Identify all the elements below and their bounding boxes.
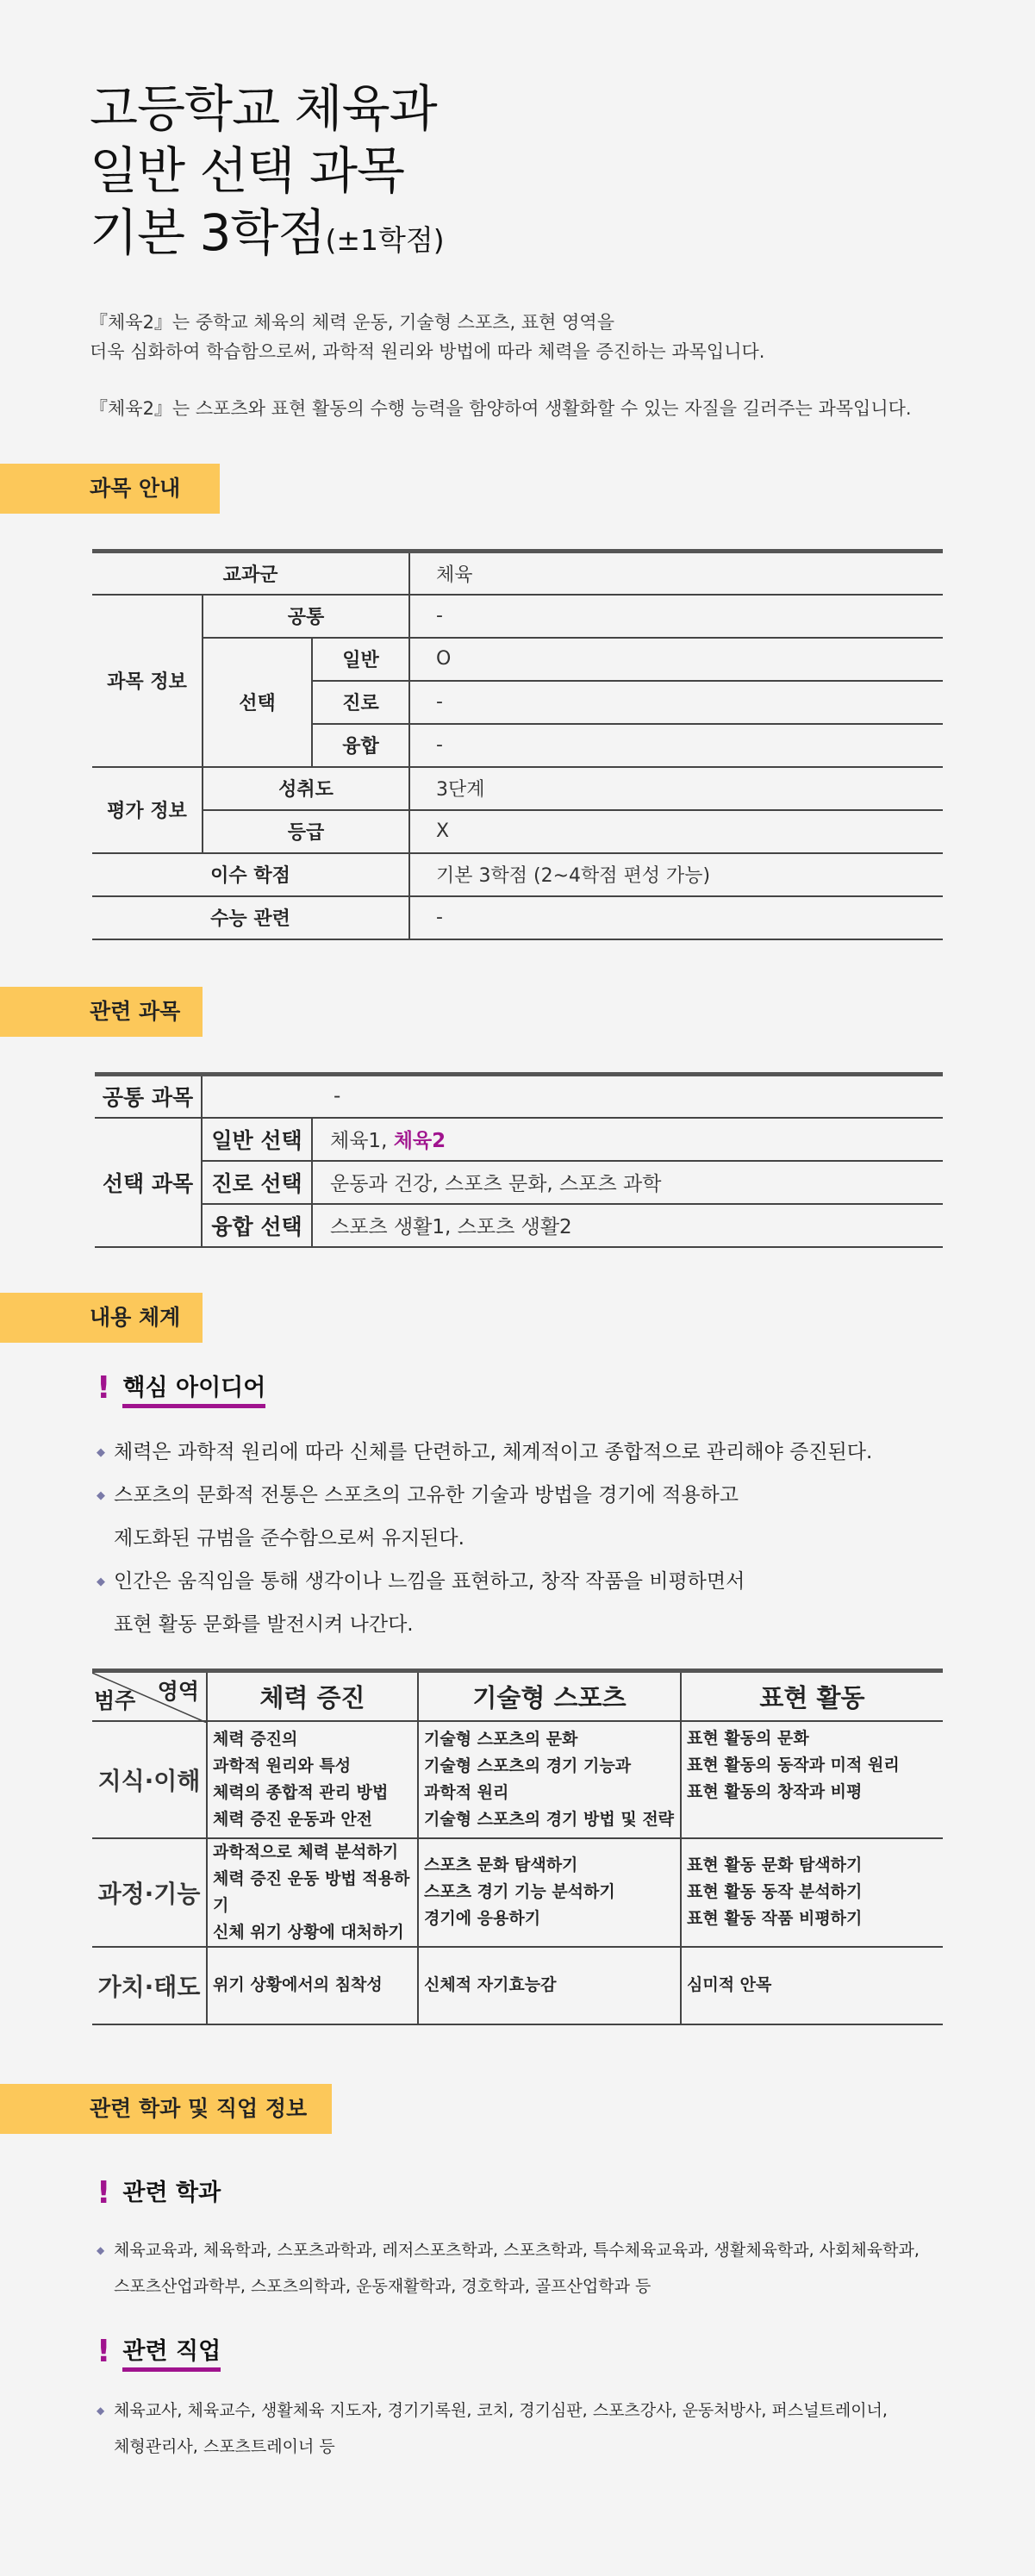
section-label-content: 내용 체계 bbox=[0, 1293, 203, 1343]
table-cell: 표현 활동 문화 탐색하기 표현 활동 동작 분석하기 표현 활동 작품 비평하기 bbox=[681, 1838, 943, 1947]
section-label-related: 관련 과목 bbox=[0, 987, 203, 1037]
related-depts-heading bbox=[97, 2174, 221, 2211]
list-item-continued: 제도화된 규범을 준수함으로써 유지된다. bbox=[114, 1527, 465, 1550]
related-courses-table bbox=[95, 1072, 943, 1248]
related-jobs-title: 관련 직업 bbox=[122, 2332, 221, 2372]
general-value: O bbox=[409, 638, 943, 681]
row-header: 가치·태도 bbox=[92, 1947, 207, 2024]
table-cell: 신체적 자기효능감 bbox=[418, 1947, 681, 2024]
common-course-header: 공통 과목 bbox=[95, 1075, 202, 1118]
achievement-header: 성취도 bbox=[203, 767, 409, 810]
csat-header: 수능 관련 bbox=[92, 896, 409, 939]
content-system-table bbox=[92, 1668, 943, 2025]
exclamation-icon: ! bbox=[97, 2334, 111, 2369]
row-header: 지식·이해 bbox=[92, 1721, 207, 1838]
title-line-3 bbox=[90, 202, 445, 271]
table-cell: 체력 증진의 과학적 원리와 특성 체력의 종합적 관리 방법 체력 증진 운동과 안전 bbox=[207, 1721, 418, 1838]
fusion-value: - bbox=[409, 724, 943, 767]
column-header: 체력 증진 bbox=[207, 1671, 418, 1721]
title-credits-range: (±1학점) bbox=[325, 223, 445, 257]
common-header: 공통 bbox=[203, 595, 409, 638]
course-info-header: 과목 정보 bbox=[92, 595, 203, 767]
intro-paragraph-2: 『체육2』는 스포츠와 표현 활동의 수행 능력을 함양하여 생활화할 수 있는 자질을 길러주는 과목입니다. bbox=[90, 398, 912, 419]
list-item-continued: 체형관리사, 스포츠트레이너 등 bbox=[114, 2437, 335, 2456]
general-elective-value bbox=[312, 1118, 943, 1161]
page-title bbox=[90, 78, 445, 271]
section-label-careers: 관련 학과 및 직업 정보 bbox=[0, 2084, 332, 2134]
table-cell: 위기 상황에서의 침착성 bbox=[207, 1947, 418, 2024]
row-header: 과정·기능 bbox=[92, 1838, 207, 1947]
category-label: 범주 bbox=[94, 1687, 136, 1713]
title-line-2: 일반 선택 과목 bbox=[90, 141, 405, 200]
career-elective-value: 운동과 건강, 스포츠 문화, 스포츠 과학 bbox=[312, 1161, 943, 1204]
csat-value: - bbox=[409, 896, 943, 939]
intro-paragraph-1 bbox=[90, 308, 764, 366]
section-label-guide: 과목 안내 bbox=[0, 464, 220, 514]
elective-course-header: 선택 과목 bbox=[95, 1118, 202, 1247]
general-elective-course: 체육1, bbox=[330, 1130, 394, 1152]
table-cell: 표현 활동의 문화 표현 활동의 동작과 미적 원리 표현 활동의 창작과 비평 bbox=[681, 1721, 943, 1838]
curriculum-group-value: 체육 bbox=[409, 552, 943, 595]
common-value: - bbox=[409, 595, 943, 638]
general-header: 일반 bbox=[312, 638, 409, 681]
fusion-elective-value: 스포츠 생활1, 스포츠 생활2 bbox=[312, 1204, 943, 1247]
curriculum-group-header: 교과군 bbox=[92, 552, 409, 595]
related-depts-title: 관련 학과 bbox=[122, 2180, 221, 2206]
general-elective-header: 일반 선택 bbox=[202, 1118, 312, 1161]
grade-value: X bbox=[409, 810, 943, 853]
list-item-continued: 스포츠산업과학부, 스포츠의학과, 운동재활학과, 경호학과, 골프산업학과 등 bbox=[114, 2277, 652, 2296]
common-course-value: - bbox=[202, 1075, 943, 1118]
intro-line: 더욱 심화하여 학습함으로써, 과학적 원리와 방법에 따라 체력을 증진하는 과목입니다. bbox=[90, 341, 765, 362]
elective-header: 선택 bbox=[203, 638, 312, 767]
column-header: 표현 활동 bbox=[681, 1671, 943, 1721]
list-item-continued: 표현 활동 문화를 발전시켜 나간다. bbox=[114, 1613, 414, 1636]
column-header: 기술형 스포츠 bbox=[418, 1671, 681, 1721]
grade-header: 등급 bbox=[203, 810, 409, 853]
core-ideas-heading bbox=[97, 1369, 265, 1408]
related-jobs-list bbox=[97, 2392, 958, 2465]
table-cell: 스포츠 문화 탐색하기 스포츠 경기 기능 분석하기 경기에 응용하기 bbox=[418, 1838, 681, 1947]
career-header: 진로 bbox=[312, 681, 409, 724]
intro-line: 『체육2』는 중학교 체육의 체력 운동, 기술형 스포츠, 표현 영역을 bbox=[90, 312, 614, 333]
list-item: ◆ 인간은 움직임을 통해 생각이나 느낌을 표현하고, 창작 작품을 비평하면서 bbox=[97, 1560, 958, 1603]
title-line-1: 고등학교 체육과 bbox=[90, 79, 437, 138]
area-label: 영역 bbox=[157, 1679, 199, 1704]
list-item: ◆ 체육교사, 체육교수, 생활체육 지도자, 경기기록원, 코치, 경기심판, 스포츠강사, 운동처방사, 퍼스널트레이너, bbox=[97, 2392, 958, 2429]
related-depts-list bbox=[97, 2232, 958, 2305]
career-value: - bbox=[409, 681, 943, 724]
fusion-elective-header: 융합 선택 bbox=[202, 1204, 312, 1247]
core-ideas-title: 핵심 아이디어 bbox=[122, 1369, 265, 1408]
title-credits: 기본 3학점 bbox=[90, 203, 326, 262]
list-item: ◆ 체력은 과학적 원리에 따라 신체를 단련하고, 체계적이고 종합적으로 관리해야 증진된다. bbox=[97, 1431, 958, 1474]
current-course-highlight: 체육2 bbox=[393, 1130, 446, 1152]
exclamation-icon: ! bbox=[97, 1370, 111, 1406]
related-jobs-heading bbox=[97, 2332, 221, 2372]
list-item: ◆ 스포츠의 문화적 전통은 스포츠의 고유한 기술과 방법을 경기에 적용하고 bbox=[97, 1474, 958, 1517]
career-elective-header: 진로 선택 bbox=[202, 1161, 312, 1204]
table-cell: 심미적 안목 bbox=[681, 1947, 943, 2024]
fusion-header: 융합 bbox=[312, 724, 409, 767]
table-corner-header bbox=[92, 1671, 207, 1721]
table-cell: 과학적으로 체력 분석하기 체력 증진 운동 방법 적용하기 신체 위기 상황에 대처하기 bbox=[207, 1838, 418, 1947]
exclamation-icon: ! bbox=[97, 2175, 111, 2211]
credits-header: 이수 학점 bbox=[92, 853, 409, 896]
core-ideas-list bbox=[97, 1431, 958, 1646]
table-cell: 기술형 스포츠의 문화 기술형 스포츠의 경기 기능과 과학적 원리 기술형 스포츠의 경기 방법 및 전략 bbox=[418, 1721, 681, 1838]
achievement-value: 3단계 bbox=[409, 767, 943, 810]
course-info-table bbox=[92, 549, 943, 940]
eval-info-header: 평가 정보 bbox=[92, 767, 203, 853]
list-item: ◆ 체육교육과, 체육학과, 스포츠과학과, 레저스포츠학과, 스포츠학과, 특수체육교육과, 생활체육학과, 사회체육학과, bbox=[97, 2232, 958, 2268]
credits-value: 기본 3학점 (2~4학점 편성 가능) bbox=[409, 853, 943, 896]
